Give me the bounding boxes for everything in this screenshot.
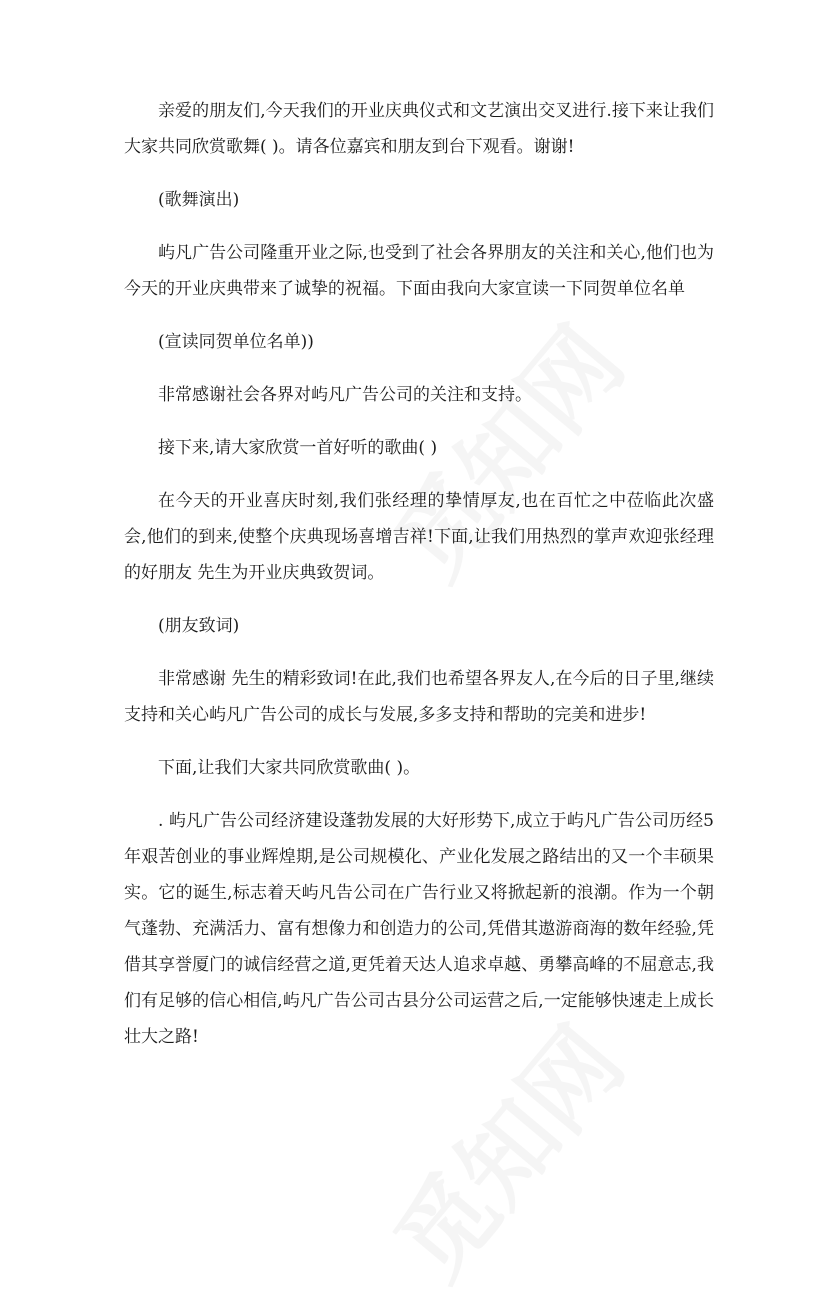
paragraph-friend-speech-note: (朋友致词) — [158, 616, 240, 636]
document-body — [124, 93, 714, 1055]
paragraph-song-intro: 接下来,请大家欣赏一首好听的歌曲( ) — [158, 438, 438, 458]
paragraph-congratulations-intro: 屿凡广告公司隆重开业之际,也受到了社会各界朋友的关注和关心,他们也为今天的开业庆典带来了诚挚的祝福。下面由我向大家宣读一下同贺单位名单 — [124, 243, 714, 299]
paragraph-thanks: 非常感谢社会各界对屿凡广告公司的关注和支持。 — [158, 385, 532, 405]
paragraph-greeting: 亲爱的朋友们,今天我们的开业庆典仪式和文艺演出交叉进行.接下来让我们大家共同欣赏歌舞( )。请各位嘉宾和朋友到台下观看。谢谢! — [124, 101, 714, 157]
paragraph-song-dance-note: (歌舞演出) — [158, 190, 240, 210]
paragraph-next-song: 下面,让我们大家共同欣赏歌曲( )。 — [158, 758, 421, 778]
paragraph-guest-welcome: 在今天的开业喜庆时刻,我们张经理的挚情厚友,也在百忙之中莅临此次盛会,他们的到来,使整个庆典现场喜增吉祥!下面,让我们用热烈的掌声欢迎张经理的好朋友 先生为开业庆典致贺词。 — [124, 491, 714, 583]
paragraph-company-history: . 屿凡广告公司经济建设蓬勃发展的大好形势下,成立于屿凡广告公司历经5年艰苦创业的事业辉煌期,是公司规模化、产业化发展之路结出的又一个丰硕果实。它的诞生,标志着天屿凡告公司在广告行业又将掀起新的浪潮。作为一个朝气蓬勃、充满活力、富有想像力和创造力的公司,凭借其遨游商海的数年经验,凭借其享誉厦门的诚信经营之道,更凭着天达人追求卓越、勇攀高峰的不屈意志,我们有足够的信心相信,屿凡广告公司古县分公司运营之后,一定能够快速走上成长壮大之路! — [124, 811, 714, 1047]
paragraph-thanks-speech: 非常感谢 先生的精彩致词!在此,我们也希望各界友人,在今后的日子里,继续支持和关心屿凡广告公司的成长与发展,多多支持和帮助的完美和进步! — [124, 669, 714, 725]
paragraph-read-list-note: (宣读同贺单位名单)) — [158, 332, 314, 352]
